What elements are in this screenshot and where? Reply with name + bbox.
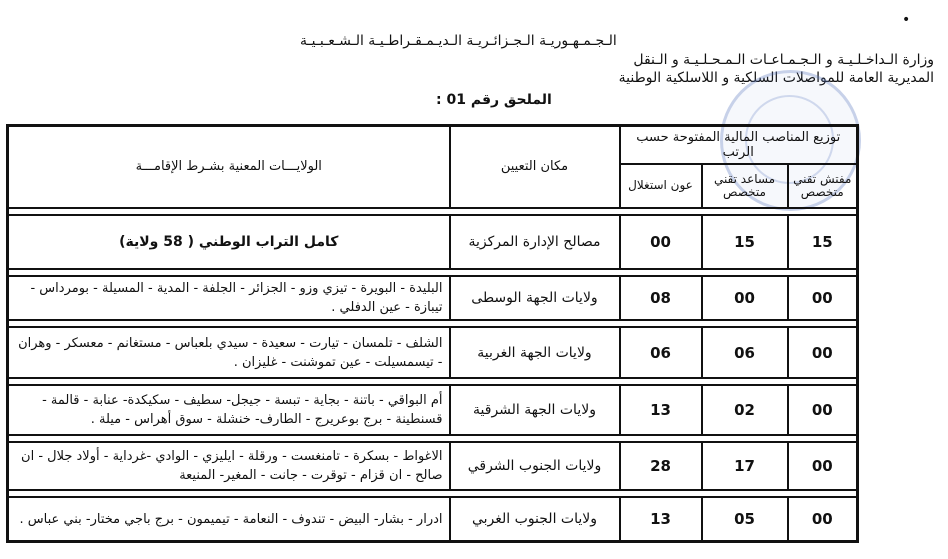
distribution-header: توزيع المناصب المالية المفتوحة حسب الرتب	[620, 126, 858, 164]
assistant-count: 00	[702, 276, 788, 320]
table-row	[8, 497, 858, 541]
table-row	[8, 385, 858, 435]
agent-count: 28	[620, 442, 702, 490]
directorate-name: المديرية العامة للمواصلات السلكية و اللاسلكية الوطنية	[618, 70, 934, 86]
corner-mark: •	[902, 12, 911, 28]
assistant-count: 05	[702, 497, 788, 541]
wilayas-cell: ادرار - بشار- البيض - تندوف - النعامة - تيميمون - برج باجي مختار- بني عباس .	[8, 497, 450, 541]
place-cell: ولايات الجهة الغربية	[450, 327, 620, 377]
assistant-count: 02	[702, 385, 788, 435]
table-row	[8, 215, 858, 269]
inspector-count: 00	[788, 442, 858, 490]
place-header: مكان التعيين	[450, 126, 620, 208]
annex-label: الملحق رقم 01 :	[436, 92, 552, 108]
agent-count: 06	[620, 327, 702, 377]
ministry-name: وزارة الـداخـلـيـة و الـجـمـاعـات الـمـحـلـيـة و الـنقل	[633, 52, 934, 68]
rank-agent-header: عون استغلال	[620, 164, 702, 208]
assistant-count: 17	[702, 442, 788, 490]
agent-count: 13	[620, 497, 702, 541]
agent-count: 08	[620, 276, 702, 320]
inspector-count: 00	[788, 276, 858, 320]
assistant-count: 06	[702, 327, 788, 377]
table-row	[8, 327, 858, 377]
place-cell: ولايات الجنوب الشرقي	[450, 442, 620, 490]
place-cell: ولايات الجهة الشرقية	[450, 385, 620, 435]
wilayas-cell: أم البواقي - باتنة - بجاية - تبسة - جيجل- سطيف - سكيكدة- عنابة - قالمة - قسنطينة - برج بوعريرج - الطارف- خنشلة - سوق أهراس - ميلة .	[8, 385, 450, 435]
place-cell: ولايات الجنوب الغربي	[450, 497, 620, 541]
inspector-count: 00	[788, 385, 858, 435]
place-cell: مصالح الإدارة المركزية	[450, 215, 620, 269]
rank-inspector-header: مفتش تقني متخصص	[788, 164, 858, 208]
place-cell: ولايات الجهة الوسطى	[450, 276, 620, 320]
table-row	[8, 442, 858, 490]
agent-count: 13	[620, 385, 702, 435]
wilayas-cell: كامل التراب الوطني ( 58 ولاية)	[8, 215, 450, 269]
inspector-count: 00	[788, 497, 858, 541]
republic-title: الـجـمـهـوريـة الـجـزائـريـة الـديـمـقـراطـيـة الـشـعـبـيـة	[300, 33, 617, 49]
agent-count: 00	[620, 215, 702, 269]
wilayas-header: الولايـــات المعنية بشـرط الإقامـــة	[8, 126, 450, 208]
positions-table	[6, 124, 859, 543]
inspector-count: 15	[788, 215, 858, 269]
inspector-count: 00	[788, 327, 858, 377]
rank-assistant-header: مساعد تقني متخصص	[702, 164, 788, 208]
wilayas-cell: الاغواط - بسكرة - تامنغست - ورقلة - ايليزي - الوادي -غرداية - أولاد جلال - ان صالح - ان قزام - توقرت - جانت - المغير- المنيعة	[8, 442, 450, 490]
wilayas-cell: البليدة - البويرة - تيزي وزو - الجزائر - الجلفة - المدية - المسيلة - بومرداس - تيبازة - عين الدفلي .	[8, 276, 450, 320]
assistant-count: 15	[702, 215, 788, 269]
table-row	[8, 276, 858, 320]
wilayas-cell: الشلف - تلمسان - تيارت - سعيدة - سيدي بلعباس - مستغانم - معسكر - وهران - تيسمسيلت - عين تموشنت - غليزان .	[8, 327, 450, 377]
